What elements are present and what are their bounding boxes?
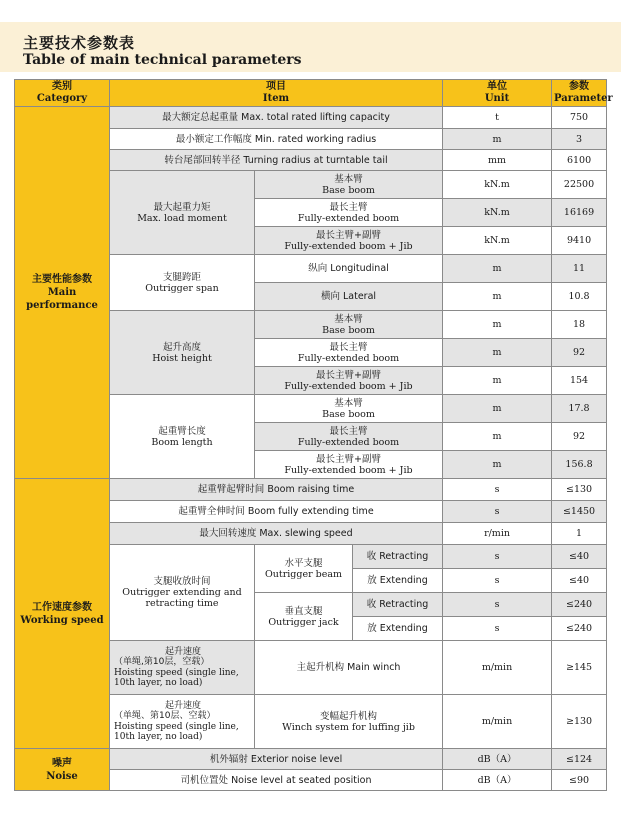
value-cell: ≤240 [552,617,607,641]
value-cell: ≥130 [552,695,607,749]
unit-cell: dB（A） [443,770,552,791]
group-hoisting-speed-luffing: 起升速度 （单绳、第10层、空载） Hoisting speed (single line, 10th layer, no load) [110,695,255,749]
top-margin [0,0,621,22]
header-parameter: 参数 Parameter [552,80,607,107]
value-cell: 10.8 [552,283,607,311]
table-row [15,107,607,129]
sub-item-cell: 放 Extending [353,569,443,593]
unit-cell: s [443,479,552,501]
value-cell: ≤40 [552,545,607,569]
unit-cell: m/min [443,641,552,695]
value-cell: 92 [552,339,607,367]
item-cell: 最大额定总起重量 Max. total rated lifting capacity [110,107,443,129]
value-cell: 1 [552,523,607,545]
sub-item-cell: 最长主臂+副臂 Fully-extended boom + Jib [255,367,443,395]
item-cell: 司机位置处 Noise level at seated position [110,770,443,791]
value-cell: 17.8 [552,395,607,423]
sub-item-cell: 最长主臂 Fully-extended boom [255,423,443,451]
value-cell: 11 [552,255,607,283]
page-title-en: Table of main technical parameters [23,52,302,68]
table-row [15,479,607,501]
unit-cell: m [443,283,552,311]
unit-cell: kN.m [443,227,552,255]
group-boom-length: 起重臂长度 Boom length [110,395,255,479]
value-cell: 16169 [552,199,607,227]
unit-cell: dB（A） [443,749,552,770]
category-main-performance: 主要性能参数 Main performance [15,107,110,479]
unit-cell: t [443,107,552,129]
item-cell: 最大回转速度 Max. slewing speed [110,523,443,545]
group-hoist-height: 起升高度 Hoist height [110,311,255,395]
header-category: 类别 Category [15,80,110,107]
value-cell: ≥145 [552,641,607,695]
value-cell: ≤90 [552,770,607,791]
unit-cell: m [443,339,552,367]
value-cell: 3 [552,129,607,150]
unit-cell: s [443,501,552,523]
unit-cell: s [443,617,552,641]
sub-item-cell: 变幅起升机构 Winch system for luffing jib [255,695,443,749]
table-row [15,749,607,770]
value-cell: 154 [552,367,607,395]
item-cell: 转台尾部回转半径 Turning radius at turntable tail [110,150,443,171]
item-cell: 最小额定工作幅度 Min. rated working radius [110,129,443,150]
header-row [15,80,607,107]
value-cell: 156.8 [552,451,607,479]
group-outrigger-beam: 水平支腿 Outrigger beam [255,545,353,593]
item-cell: 起重臂全伸时间 Boom fully extending time [110,501,443,523]
parameters-table [14,79,613,791]
unit-cell: m [443,311,552,339]
sub-item-cell: 基本臂 Base boom [255,395,443,423]
value-cell: 750 [552,107,607,129]
unit-cell: m [443,395,552,423]
sub-item-cell: 主起升机构 Main winch [255,641,443,695]
unit-cell: m [443,129,552,150]
value-cell: ≤1450 [552,501,607,523]
header-unit: 单位 Unit [443,80,552,107]
unit-cell: s [443,545,552,569]
sub-item-cell: 最长主臂+副臂 Fully-extended boom + Jib [255,451,443,479]
item-cell: 起重臂起臂时间 Boom raising time [110,479,443,501]
header-item: 项目 Item [110,80,443,107]
group-outrigger-jack: 垂直支腿 Outrigger jack [255,593,353,641]
sub-item-cell: 最长主臂+副臂 Fully-extended boom + Jib [255,227,443,255]
sub-item-cell: 基本臂 Base boom [255,311,443,339]
page-title-cn: 主要技术参数表 [23,34,136,52]
sub-item-cell: 纵向 Longitudinal [255,255,443,283]
sub-item-cell: 收 Retracting [353,593,443,617]
sub-item-cell: 最长主臂 Fully-extended boom [255,199,443,227]
sub-item-cell: 收 Retracting [353,545,443,569]
item-cell: 机外辐射 Exterior noise level [110,749,443,770]
unit-cell: kN.m [443,199,552,227]
value-cell: 18 [552,311,607,339]
unit-cell: s [443,569,552,593]
sub-item-cell: 最长主臂 Fully-extended boom [255,339,443,367]
value-cell: 6100 [552,150,607,171]
unit-cell: m [443,367,552,395]
value-cell: 9410 [552,227,607,255]
unit-cell: m [443,255,552,283]
unit-cell: m/min [443,695,552,749]
value-cell: ≤240 [552,593,607,617]
sub-item-cell: 横向 Lateral [255,283,443,311]
category-working-speed: 工作速度参数 Working speed [15,479,110,749]
group-outrigger-time: 支腿收放时间 Outrigger extending and retracting time [110,545,255,641]
value-cell: 22500 [552,171,607,199]
value-cell: ≤40 [552,569,607,593]
value-cell: ≤130 [552,479,607,501]
sub-item-cell: 基本臂 Base boom [255,171,443,199]
value-cell: ≤124 [552,749,607,770]
unit-cell: m [443,423,552,451]
unit-cell: kN.m [443,171,552,199]
unit-cell: r/min [443,523,552,545]
category-noise: 噪声 Noise [15,749,110,791]
unit-cell: m [443,451,552,479]
unit-cell: s [443,593,552,617]
group-outrigger-span: 支腿跨距 Outrigger span [110,255,255,311]
group-hoisting-speed-main: 起升速度 （单绳,第10层，空载） Hoisting speed (single line, 10th layer, no load) [110,641,255,695]
group-max-load-moment: 最大起重力矩 Max. load moment [110,171,255,255]
value-cell: 92 [552,423,607,451]
unit-cell: mm [443,150,552,171]
sub-item-cell: 放 Extending [353,617,443,641]
